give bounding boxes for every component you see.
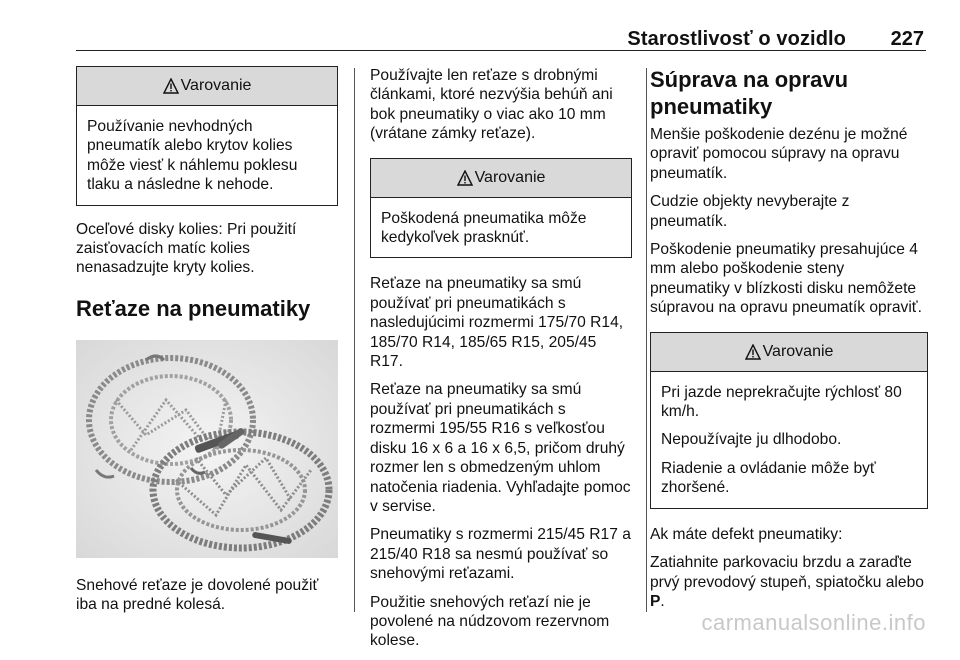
page-header (76, 28, 926, 50)
section-heading-repair-kit: Súprava na opravu pneumatiky (650, 67, 849, 119)
warning-text: Používanie nevhodných pneumatík alebo krytov kolies môže viesť k náhlemu poklesu tlaku a následne k nehode. (87, 118, 298, 194)
warning-body (651, 372, 927, 508)
warning-header (77, 67, 337, 106)
paragraph-no-chains: Pneumatiky s rozmermi 215/45 R17 a 215/40 R18 sa nesmú používať so snehovými reťazami. (370, 526, 631, 583)
warning-box (76, 66, 338, 206)
paragraph-defect: Ak máte defekt pneumatiky: (650, 525, 843, 543)
page-title: Starostlivosť o vozidlo (627, 28, 846, 50)
warning-box (650, 332, 928, 509)
column-divider-1 (354, 68, 355, 612)
warning-body (77, 106, 337, 205)
warning-text-speed: Pri jazde neprekračujte rýchlosť 80 km/h. (661, 383, 902, 421)
snow-chains-photo (76, 340, 338, 558)
warning-text-handling: Riadenie a ovládanie môže byť zhoršené. (661, 459, 876, 497)
watermark: carmanualsonline.info (701, 610, 926, 635)
column-3 (650, 66, 928, 620)
paragraph-chain-intro: Používajte len reťaze s drobnými článkami, ktoré nezvýšia behúň ani bok pneumatiky o viac ako 10 mm (vrátane zámky reťaze). (370, 67, 613, 143)
warning-box (370, 158, 632, 259)
paragraph-front-wheels-only: Snehové reťaze je dovolené použiť iba na predné kolesá. (76, 576, 319, 614)
warning-text-duration: Nepoužívajte ju dlhodobo. (661, 431, 842, 449)
warning-triangle-icon (457, 170, 473, 186)
steps-suffix: . (660, 592, 665, 610)
warning-header (371, 159, 631, 198)
gear-p-label: P (650, 592, 661, 610)
warning-text: Poškodená pneumatika môže kedykoľvek prasknúť. (381, 209, 587, 247)
paragraph-spare-wheel: Použitie snehových reťazí nie je povolené na núdzovom rezervnom kolese. (370, 593, 610, 650)
warning-header (651, 333, 927, 372)
paragraph-chain-195-55: Reťaze na pneumatiky sa smú používať pri pneumatikách s rozmermi 195/55 R16 s veľkosťou disku 16 x 6 a 16 x 6,5, pričom druhý rozmer len s obmedzeným uhlom natočenia riadenia. Vyhľadajte pomoc v servise. (370, 381, 631, 515)
warning-triangle-icon (163, 78, 179, 94)
warning-triangle-icon (745, 344, 761, 360)
warning-body (371, 198, 631, 258)
column-2 (370, 66, 632, 660)
warning-heading: Varovanie (180, 77, 252, 95)
page-number: 227 (890, 28, 924, 50)
warning-heading: Varovanie (474, 168, 546, 186)
warning-heading: Varovanie (762, 342, 834, 360)
header-rule (76, 50, 926, 51)
column-1 (76, 66, 338, 624)
paragraph-steel-rims: Oceľové disky kolies: Pri použití zaisťovacích matíc kolies nenasadzujte kryty kolies. (76, 220, 297, 277)
paragraph-foreign-objects: Cudzie objekty nevyberajte z pneumatík. (650, 193, 850, 230)
paragraph-repair-limit: Poškodenie pneumatiky presahujúce 4 mm alebo poškodenie steny pneumatiky v blízkosti disku nemôžete súpravou na opravu pneumatík opraviť. (650, 241, 922, 317)
section-heading-snow-chains: Reťaze na pneumatiky (76, 295, 311, 321)
paragraph-repair-minor: Menšie poškodenie dezénu je možné opraviť pomocou súpravy na opravu pneumatík. (650, 126, 908, 182)
column-divider-2 (646, 68, 647, 612)
steps-text: Zatiahnite parkovaciu brzdu a zaraďte prvý prevodový stupeň, spiatočku alebo (650, 554, 924, 591)
paragraph-chain-sizes: Reťaze na pneumatiky sa smú používať pri pneumatikách s nasledujúcimi rozmermi 175/70 R14, 185/70 R14, 185/65 R15, 205/45 R17. (370, 275, 624, 371)
paragraph-steps (650, 553, 928, 611)
